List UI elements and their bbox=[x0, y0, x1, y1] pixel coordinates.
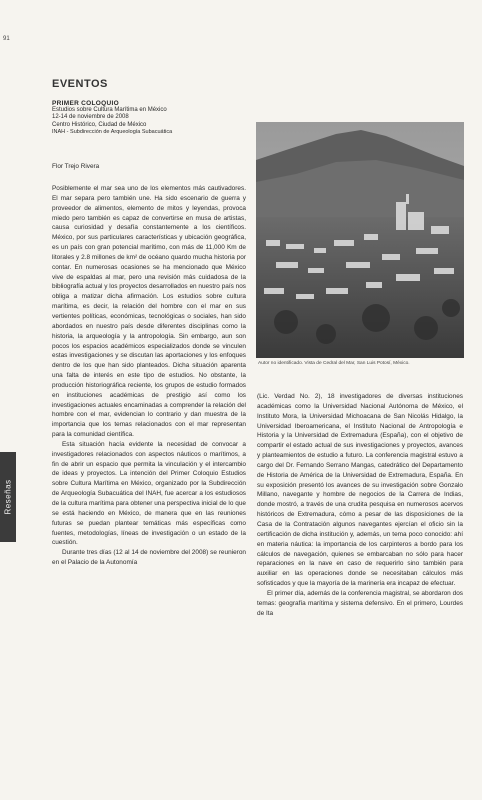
photo-caption: Autor no identificado. Vista de Cedral del Mar, San Luis Potosí, México. bbox=[258, 361, 410, 366]
side-tab-label: Reseñas bbox=[3, 479, 13, 515]
event-place: Centro Histórico, Ciudad de México bbox=[52, 121, 147, 128]
paragraph: Posiblemente el mar sea uno de los elementos más cautivadores. El mar separa pero también une. Ha sido escenario de guerra y proveedor de alimentos, elemento de mitos y leyendas, provoca miedo pero también es capaz de convertirse en musa de artistas, causa curiosidad y desafía constantemente a los científicos. México, por sus particulares características y ubicación geográfica, es un país con gran potencial marítimo, con más de 11,000 Km de litorales y 2.8 millones de km² de océano quardo mucha historia por contar. En numerosas ocasiones se ha mencionado que México vive de espaldas al mar, pero una revisión más cuidadosa de la bibliografía actual y los proyectos desarrollados en nuestro país nos obliga a matizar dicha afirmación. Los estudios sobre cultura marítima, es decir, la relación del hombre con el mar en sus vertientes políticas, económicas, tecnológicas o sociales, han sido abordados en nuestro país desde diferentes disciplinas como la historia, la arqueología y la antropología. Sin embargo, aun son pocos los espacios académicos especializados donde se vinculen estas investigaciones y se discutan las aportaciones y los enfoques dentro de los que han sido planteados. Dicha situación aparenta una falta de interés en este tipo de estudios. No obstante, la producción historiográfica reciente, los grupos de estudio formados en instituciones académicas de prestigio así como los investigaciones actuales encaminadas a comprender la relación del hombre con el mar, evidencian lo contrario y dan muestra de la importancia que los temas relacionados con el mar representan para la comunidad científica. bbox=[52, 185, 246, 439]
event-dates: 12-14 de noviembre de 2008 bbox=[52, 114, 129, 121]
event-header bbox=[52, 100, 262, 136]
paragraph: Esta situación hacía evidente la necesidad de convocar a investigadores relacionados con aspectos náuticos o marítimos, a fin de abrir un espacio que permita la vinculación y el intercambio de ideas y proyectos. La intención del Primer Coloquio Estudios sobre Cultura Marítima en México, organizado por la Subdirección de Arqueología Subacuática del INAH, fue acercar a los estudiosos de la cultura marítima para obtener una perspectiva inicial de lo que se está haciendo en México, de manera que en las reuniones futuras se puedan plantear temáticas más específicas como fuentes, metodologías, líneas de investigación o un estado de la cuestión. bbox=[52, 440, 246, 547]
left-column bbox=[52, 184, 246, 568]
section-side-tab bbox=[0, 452, 16, 542]
paragraph: (Lic. Verdad No. 2), 18 investigadores de diversas instituciones académicas como la Universidad Nacional Autónoma de México, el Instituto Mora, la Universidad Michoacana de San Nicolás Hidalgo, la Universidad Iberoamericana, el Instituto Nacional de Antropología e Historia y la Universidad de Extremadura (España), con el objetivo de compartir el estado actual de sus investigaciones y proyectos, avances y planteamientos de estudio a futuro. La conferencia magistral estuvo a cargo del Dr. Fernando Serrano Mangas, catedrático del Departamento de Historia de América de la Universidad de Extremadura, España. En su exposición presentó los avances de su investigación sobre Gonzalo Millano, navegante y hombre de negocios de la Carrera de Indias, donde mostró, a través de una crudita pesquisa en numerosos acervos históricos de Extremadura, cómo a pesar de las disposiciones de la Casa de la Contratación algunos navegantes ejercían el oficio sin la certificación de dicha institución y, además, un tema poco conocido: ahí en materia náutica: la importancia de los carpinteros a bordo para los cálculos de navegación, quienes se embarcaban no sólo para hacer reparaciones en la nave en caso de requerirlo sino también para auxiliar en las operaciones donde se necesitaban cálculos más sofisticados y que la mayoría de la marinería era incapaz de efectuar. bbox=[257, 393, 463, 588]
page-number: 91 bbox=[3, 36, 10, 42]
paragraph: El primer día, además de la conferencia magistral, se abordaron dos temas: geografía marítima y sistema defensivo. En el primero, Lourdes de Ita bbox=[257, 589, 463, 617]
article-author: Flor Trejo Rivera bbox=[52, 163, 100, 170]
event-subtitle: Estudios sobre Cultura Marítima en México bbox=[52, 107, 167, 114]
event-organizer: INAH - Subdirección de Arqueología Subacuática bbox=[52, 128, 173, 135]
event-title: PRIMER COLOQUIO bbox=[52, 100, 119, 107]
paragraph: Durante tres días (12 al 14 de noviembre del 2008) se reunieron en el Palacio de la Autonomía bbox=[52, 549, 246, 567]
right-column bbox=[257, 392, 463, 618]
historic-town-photo bbox=[256, 122, 464, 358]
section-title: EVENTOS bbox=[52, 78, 108, 90]
